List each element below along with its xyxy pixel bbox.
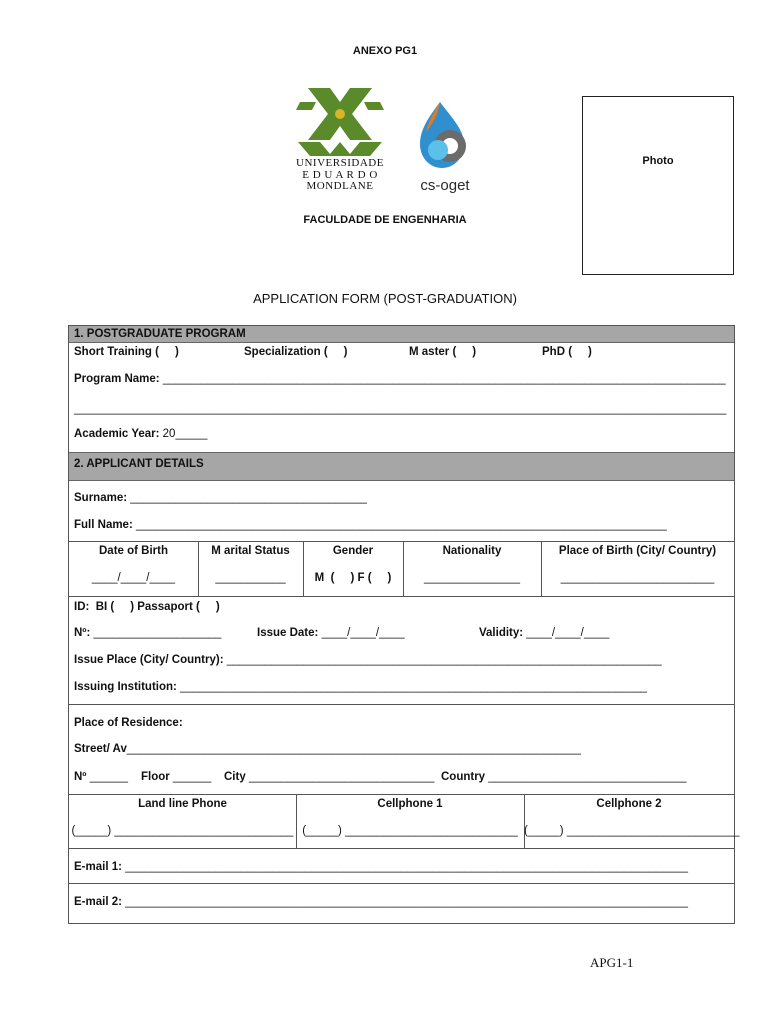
floor-field[interactable] (141, 771, 211, 783)
floor-label: Floor (141, 771, 173, 783)
issue-place-blank[interactable]: ____________________________________________________________________ (226, 654, 662, 666)
issue-date-blank[interactable]: ____/____/____ (321, 627, 405, 639)
divider (69, 848, 734, 849)
validity-field[interactable] (479, 627, 609, 639)
uem-name-line2: E D U A R D O (302, 168, 378, 181)
program-name-label: Program Name: (74, 373, 163, 385)
validity-blank[interactable]: ____/____/____ (526, 627, 610, 639)
landline-blank[interactable]: (_____) ____________________________ (71, 825, 294, 837)
city-blank[interactable]: _____________________________ (248, 771, 435, 783)
id-type-options[interactable]: ID: BI ( ) Passaport ( ) (74, 601, 220, 613)
email2-field[interactable] (74, 896, 688, 908)
id-number-blank[interactable]: ____________________ (93, 627, 222, 639)
email2-label: E-mail 2: (74, 896, 126, 908)
photo-box[interactable] (582, 96, 734, 275)
cellphone2-blank[interactable]: (_____) ___________________________ (524, 825, 740, 837)
section1-heading: 1. POSTGRADUATE PROGRAM (69, 326, 734, 343)
residence-heading: Place of Residence: (74, 717, 183, 729)
master-option[interactable]: M aster ( ) (409, 346, 477, 358)
section2-heading: 2. APPLICANT DETAILS (69, 452, 734, 481)
date-of-birth-blank[interactable]: ____/____/____ (91, 572, 176, 584)
country-blank[interactable]: _______________________________ (488, 771, 687, 783)
country-field[interactable] (441, 771, 687, 783)
nationality-blank[interactable]: _______________ (424, 572, 520, 584)
photo-label: Photo (642, 155, 674, 167)
phd-option[interactable]: PhD ( ) (542, 346, 592, 358)
issuing-institution-label: Issuing Institution: (74, 681, 181, 693)
academic-year-blank[interactable]: 20_____ (162, 428, 208, 440)
house-number-label: Nº (74, 771, 90, 783)
fullname-label: Full Name: (74, 519, 136, 531)
form-title: APPLICATION FORM (POST-GRADUATION) (253, 291, 517, 306)
email1-blank[interactable]: ________________________________________________________________________________________ (125, 861, 688, 873)
divider (69, 541, 734, 542)
place-of-birth-blank[interactable]: ________________________ (560, 572, 715, 584)
email1-label: E-mail 1: (74, 861, 126, 873)
fullname-blank[interactable]: ___________________________________________________________________________________ (135, 519, 667, 531)
floor-blank[interactable]: ______ (172, 771, 212, 783)
column-header-cellphone2: Cellphone 2 (596, 798, 662, 810)
column-header-marital-status: M arital Status (211, 545, 290, 557)
issue-date-field[interactable] (257, 627, 405, 639)
house-number-field[interactable] (74, 771, 128, 783)
column-header-gender: Gender (332, 545, 374, 557)
program-name-line2[interactable] (74, 403, 726, 415)
short-training-option[interactable]: Short Training ( ) (74, 346, 179, 358)
page-id: APG1-1 (590, 955, 634, 970)
id-number-label: Nº: (74, 627, 94, 639)
column-header-cellphone1: Cellphone 1 (377, 798, 443, 810)
city-field[interactable] (224, 771, 434, 783)
uem-name (290, 158, 390, 193)
column-header-nationality: Nationality (442, 545, 502, 557)
academic-year-label: Academic Year: (74, 428, 163, 440)
street-field[interactable] (74, 743, 581, 755)
issue-place-label: Issue Place (City/ Country): (74, 654, 227, 666)
issuing-institution-field[interactable] (74, 681, 647, 693)
uem-name-line3: MONDLANE (306, 180, 374, 192)
issuing-institution-blank[interactable]: _________________________________________________________________________ (180, 681, 647, 693)
issue-date-label: Issue Date: (257, 627, 322, 639)
column-header-date-of-birth: Date of Birth (99, 545, 168, 557)
marital-status-blank[interactable]: ___________ (215, 572, 286, 584)
annex-label: ANEXO PG1 (352, 45, 418, 57)
city-label: City (224, 771, 249, 783)
surname-label: Surname: (74, 492, 131, 504)
csoget-name: cs-oget (420, 177, 470, 194)
cellphone1-blank[interactable]: (_____) ___________________________ (302, 825, 518, 837)
academic-year-field[interactable] (74, 428, 207, 440)
validity-label: Validity: (479, 627, 527, 639)
program-name-blank-2[interactable]: ______________________________________________________________________________________________________ (74, 403, 727, 415)
column-header-landline: Land line Phone (138, 798, 227, 810)
house-number-blank[interactable]: ______ (89, 771, 129, 783)
surname-field[interactable] (74, 492, 367, 504)
country-label: Country (441, 771, 489, 783)
id-number-field[interactable] (74, 627, 221, 639)
email1-field[interactable] (74, 861, 688, 873)
csoget-logo-icon (408, 100, 478, 175)
issue-place-field[interactable] (74, 654, 662, 666)
program-name-field[interactable] (74, 373, 726, 385)
specialization-option[interactable]: Specialization ( ) (244, 346, 348, 358)
street-blank[interactable]: _______________________________________________________________________ (126, 743, 581, 755)
divider (69, 596, 734, 597)
street-label: Street/ Av (74, 743, 127, 755)
gender-options[interactable]: M ( ) F ( ) (314, 572, 392, 584)
fullname-field[interactable] (74, 519, 667, 531)
program-name-blank[interactable]: ________________________________________________________________________________________ (162, 373, 726, 385)
divider (69, 883, 734, 884)
divider (69, 704, 734, 705)
column-header-place-of-birth: Place of Birth (City/ Country) (558, 545, 717, 557)
divider (69, 794, 734, 795)
email2-blank[interactable]: ________________________________________________________________________________________ (125, 896, 688, 908)
surname-blank[interactable]: _____________________________________ (130, 492, 367, 504)
uem-name-line1: UNIVERSIDADE (296, 157, 384, 169)
faculty-name: FACULDADE DE ENGENHARIA (303, 214, 467, 226)
application-form (68, 325, 740, 924)
